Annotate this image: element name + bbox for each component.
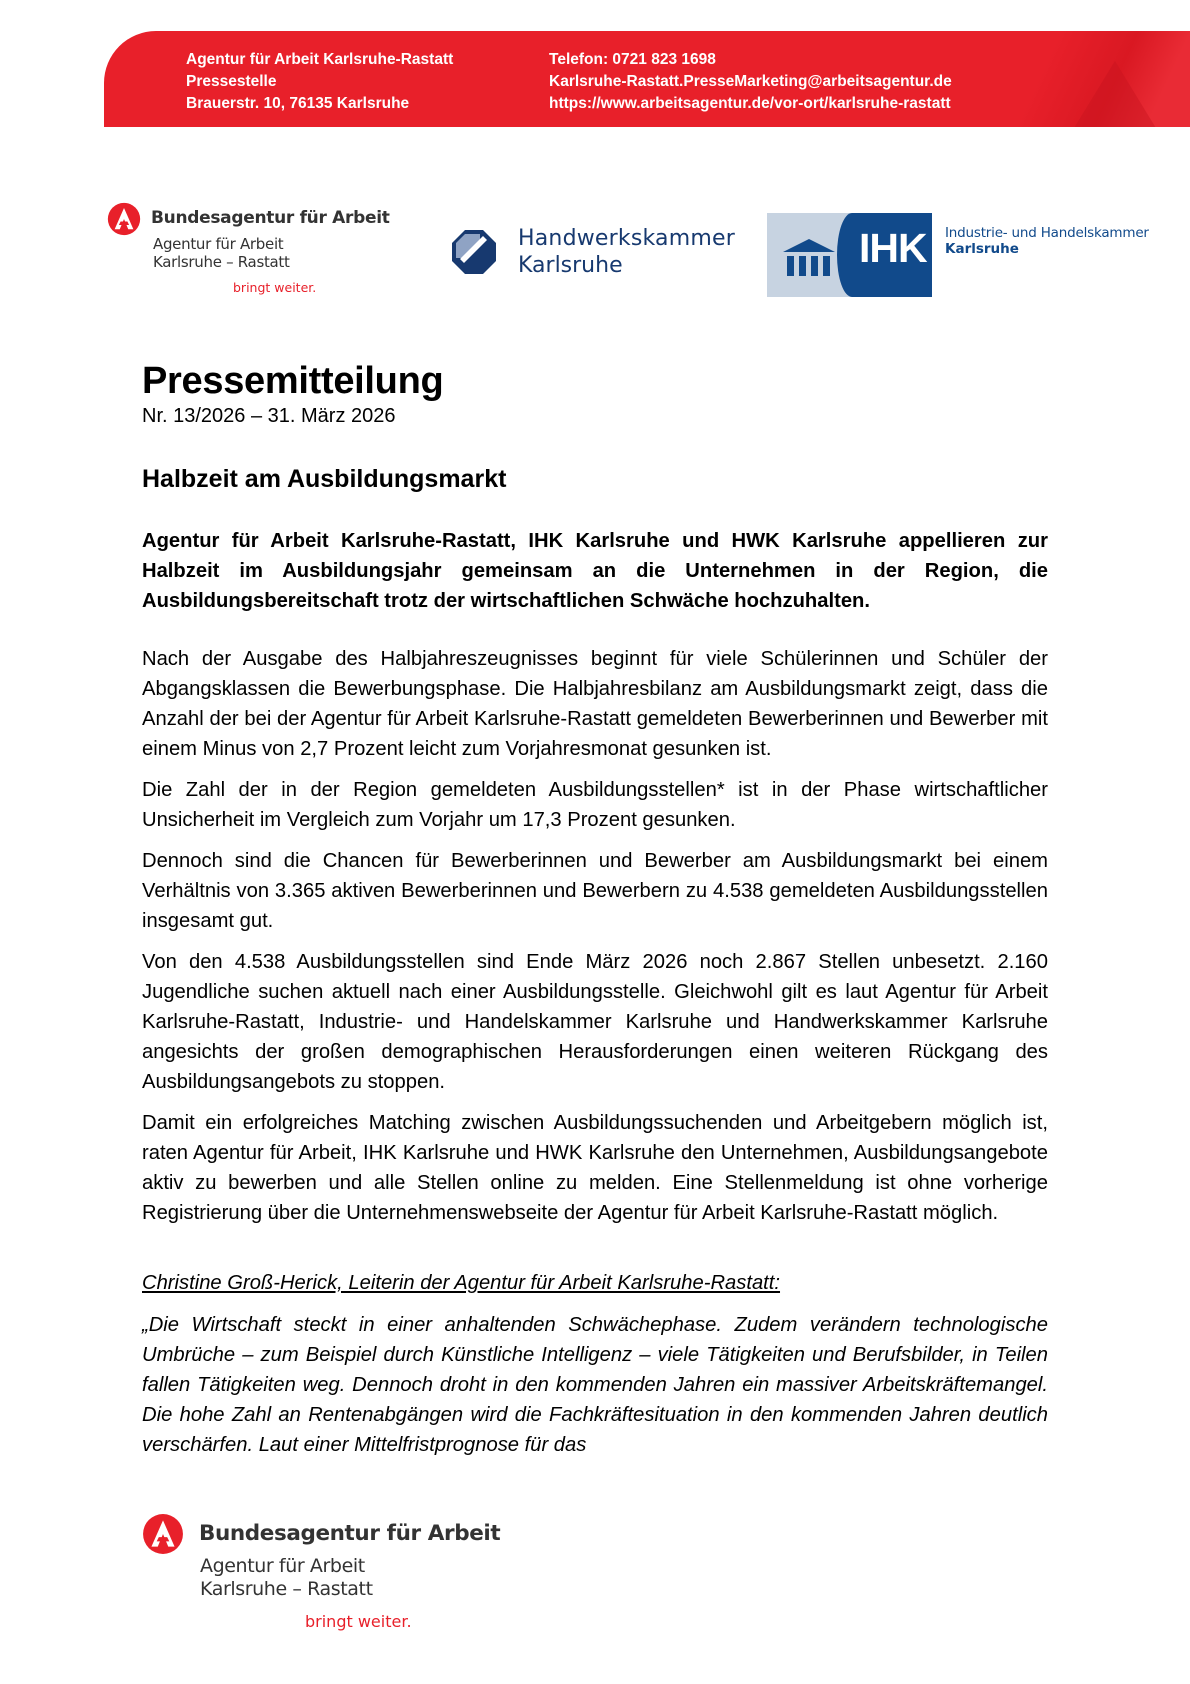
release-number-date: Nr. 13/2026 – 31. März 2026 (142, 405, 396, 427)
ba-logo (107, 200, 390, 300)
ba-logo-tagline: bringt weiter. (233, 280, 317, 295)
press-release-body (142, 360, 1048, 1460)
hwk-logo-icon (452, 230, 496, 274)
body-paragraph: Dennoch sind die Chancen für Bewerberinnen und Bewerber am Ausbildungsmarkt bei einem Verhältnis von 3.365 aktiven Bewerberinnen und Bewerbern zu 4.538 gemeldeten Ausbildungsstellen insgesamt gut. (142, 850, 1048, 932)
body-paragraph: Von den 4.538 Ausbildungsstellen sind Ende März 2026 noch 2.867 Stellen unbesetzt. 2.160 Jugendliche suchen aktuell nach einer Ausbildungsstelle. Gleichwohl gilt es laut Agentur für Arbeit Karlsruhe-Rastatt, Industrie- und Handelskammer Karlsruhe und Handwerkskammer Karlsruhe angesichts der großen demographischen Herausforderungen einen weiteren Rückgang des Ausbildungsangebots zu stoppen. (142, 951, 1048, 1093)
ba-logo-icon (107, 202, 141, 236)
document-title: Pressemitteilung (142, 360, 444, 402)
website-link[interactable]: https://www.arbeitsagentur.de/vor-ort/karlsruhe-rastatt (549, 95, 951, 112)
email-link[interactable]: Karlsruhe-Rastatt.PresseMarketing@arbeitsagentur.de (549, 73, 952, 90)
phone-number: Telefon: 0721 823 1698 (549, 51, 716, 68)
ihk-logo-box (767, 213, 932, 297)
footer-logo-tagline: bringt weiter. (305, 1612, 412, 1631)
footer-logo-region: Karlsruhe – Rastatt (200, 1578, 373, 1600)
ba-logo-region: Karlsruhe – Rastatt (153, 253, 290, 271)
ba-logo-subtitle: Agentur für Arbeit (153, 235, 284, 253)
ihk-logo (767, 213, 1147, 297)
body-paragraph: Damit ein erfolgreiches Matching zwischen Ausbildungssuchenden und Arbeitgebern möglich ist, raten Agentur für Arbeit, IHK Karlsruhe und HWK Karlsruhe den Unternehmen, Ausbildungsangebote aktiv zu bewerben und alle Stellen online zu melden. Eine Stellenmeldung ist ohne vorherige Registrierung über die Unternehmenswebseite der Agentur für Arbeit Karlsruhe-Rastatt möglich. (142, 1112, 1048, 1224)
street-address: Brauerstr. 10, 76135 Karlsruhe (186, 95, 410, 112)
header-banner (104, 31, 1190, 127)
hwk-logo (452, 222, 735, 282)
banner-triangle-decoration (1060, 61, 1170, 127)
ihk-temple-icon (781, 235, 837, 279)
footer-logo-subtitle: Agentur für Arbeit (200, 1555, 365, 1577)
ba-logo-title: Bundesagentur für Arbeit (151, 208, 390, 228)
hwk-logo-title: Handwerkskammer (518, 226, 735, 251)
agency-name: Agentur für Arbeit Karlsruhe-Rastatt (186, 51, 454, 68)
body-paragraph: Nach der Ausgabe des Halbjahreszeugnisses beginnt für viele Schülerinnen und Schüler der Abgangsklassen die Bewerbungsphase. Die Halbjahresbilanz am Ausbildungsmarkt zeigt, dass die Anzahl der bei der Agentur für Arbeit Karlsruhe-Rastatt gemeldeten Bewerberinnen und Bewerber mit einem Minus von 2,7 Prozent leicht zum Vorjahresmonat gesunken ist. (142, 648, 1048, 760)
ba-logo-icon (142, 1513, 184, 1555)
headline: Halbzeit am Ausbildungsmarkt (142, 465, 507, 493)
department: Pressestelle (186, 73, 277, 90)
press-office-address (186, 49, 453, 115)
footer-ba-logo (142, 1513, 501, 1633)
ihk-logo-city: Karlsruhe (945, 241, 1019, 257)
quote-author: Christine Groß-Herick, Leiterin der Agentur für Arbeit Karlsruhe-Rastatt: (142, 1272, 781, 1294)
body-paragraph: Die Zahl der in der Region gemeldeten Ausbildungsstellen* ist in der Phase wirtschaftlicher Unsicherheit im Vergleich zum Vorjahr um 17,3 Prozent gesunken. (142, 779, 1048, 831)
footer-logo-title: Bundesagentur für Arbeit (199, 1521, 501, 1546)
ihk-logo-abbr: IHK (859, 225, 927, 271)
lead-paragraph: Agentur für Arbeit Karlsruhe-Rastatt, IHK Karlsruhe und HWK Karlsruhe appellieren zur Halbzeit im Ausbildungsjahr gemeinsam an die Unternehmen in der Region, die Ausbildungsbereitschaft trotz der wirtschaftlichen Schwäche hochzuhalten. (142, 530, 1048, 612)
hwk-logo-city: Karlsruhe (518, 253, 623, 278)
quote-text: „Die Wirtschaft steckt in einer anhaltenden Schwächephase. Zudem verändern technologische Umbrüche – zum Beispiel durch Künstliche Intelligenz – viele Tätigkeiten und Berufsbilder, in Teilen fallen Tätigkeiten weg. Dennoch droht in den kommenden Jahren ein massiver Arbeitskräftemangel. Die hohe Zahl an Rentenabgängen wird die Fachkräftesituation in den kommenden Jahren deutlich verschärfen. Laut einer Mittelfristprognose für das (142, 1314, 1048, 1456)
ihk-logo-fullname: Industrie- und Handelskammer (945, 225, 1149, 241)
press-office-contact (549, 49, 952, 115)
